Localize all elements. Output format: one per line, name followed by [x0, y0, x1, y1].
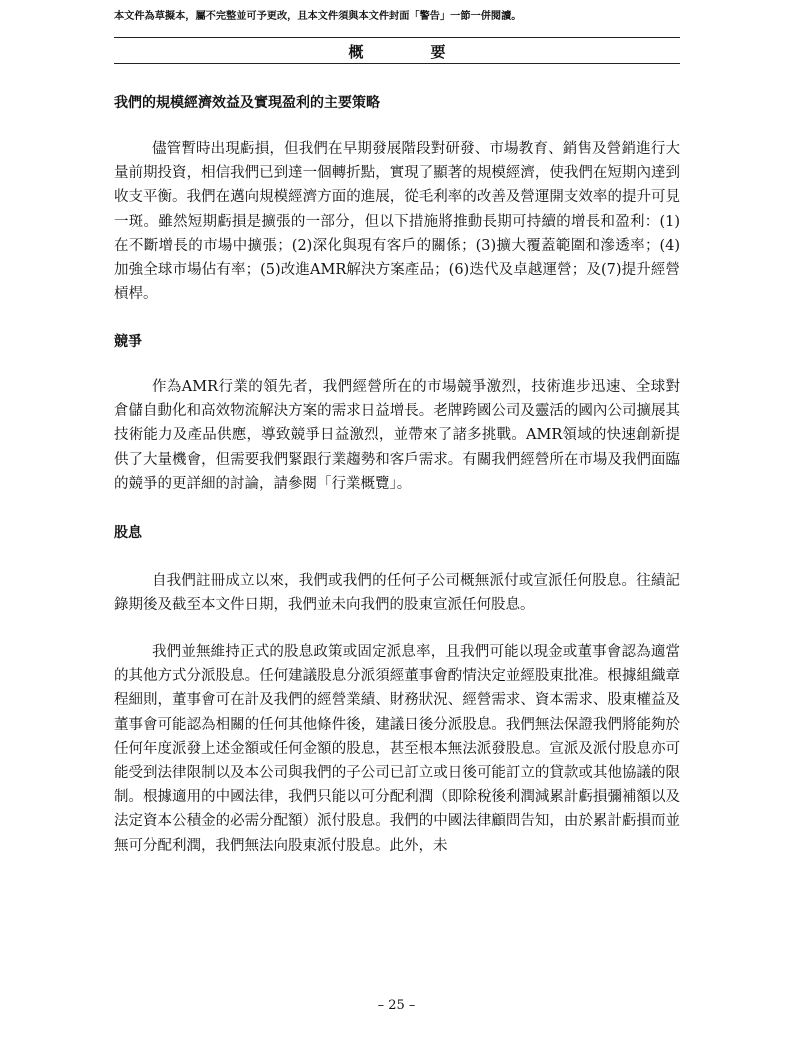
paragraph-competition: 作為AMR行業的領先者，我們經營所在的市場競爭激烈，技術進步迅速、全球對倉儲自動化和高效物流解決方案的需求日益增長。老牌跨國公司及靈活的國內公司擴展其技術能力及產品供應，導致競爭日益激烈，並帶來了諸多挑戰。AMR領域的快速創新提供了大量機會，但需要我們緊跟行業趨勢和客戶需求。有關我們經營所在市場及我們面臨的競爭的更詳細的討論，請參閱「行業概覽」。 — [114, 379, 680, 492]
page-title: 概 要 — [348, 43, 472, 61]
page-number: – 25 – — [377, 998, 416, 1013]
section-heading-competition: 競爭 — [114, 334, 142, 350]
section-heading-strategy: 我們的規模經濟效益及實現盈利的主要策略 — [114, 95, 380, 111]
header-rule-top — [114, 37, 680, 38]
section-heading-dividends: 股息 — [114, 525, 142, 541]
draft-notice: 本文件為草擬本，屬不完整並可予更改，且本文件須與本文件封面「警告」一節一併閱讀。 — [114, 11, 522, 22]
paragraph-dividends-1: 自我們註冊成立以來，我們或我們的任何子公司概無派付或宣派任何股息。往績記錄期後及截至本文件日期，我們並未向我們的股東宣派任何股息。 — [114, 573, 680, 614]
paragraph-dividends-2: 我們並無維持正式的股息政策或固定派息率，且我們可能以現金或董事會認為適當的其他方式分派股息。任何建議股息分派須經董事會酌情決定並經股東批准。根據組織章程細則，董事會可在計及我們的經營業績、財務狀況、經營需求、資本需求、股東權益及董事會可能認為相關的任何其他條件後，建議日後分派股息。我們無法保證我們將能夠於任何年度派發上述金額或任何金額的股息，甚至根本無法派發股息。宣派及派付股息亦可能受到法律限制以及本公司與我們的子公司已訂立或日後可能訂立的貸款或其他協議的限制。根據適用的中國法律，我們只能以可分配利潤（即除稅後利潤減累計虧損彌補額以及法定資本公積金的必需分配額）派付股息。我們的中國法律顧問告知，由於累計虧損而並無可分配利潤，我們無法向股東派付股息。此外，未 — [114, 644, 680, 854]
header-rule-bottom — [114, 63, 680, 64]
paragraph-strategy: 儘管暫時出現虧損，但我們在早期發展階段對研發、市場教育、銷售及營銷進行大量前期投資，相信我們已到達一個轉折點，實現了顯著的規模經濟，使我們在短期內達到收支平衡。我們在邁向規模經濟方面的進展，從毛利率的改善及營運開支效率的提升可見一斑。雖然短期虧損是擴張的一部分，但以下措施將推動長期可持續的增長和盈利：(1)在不斷增長的市場中擴張；(2)深化與現有客戶的關係；(3)擴大覆蓋範圍和滲透率；(4)加強全球市場佔有率；(5)改進AMR解決方案產品；(6)迭代及卓越運營；及(7)提升經營槓桿。 — [114, 141, 680, 303]
